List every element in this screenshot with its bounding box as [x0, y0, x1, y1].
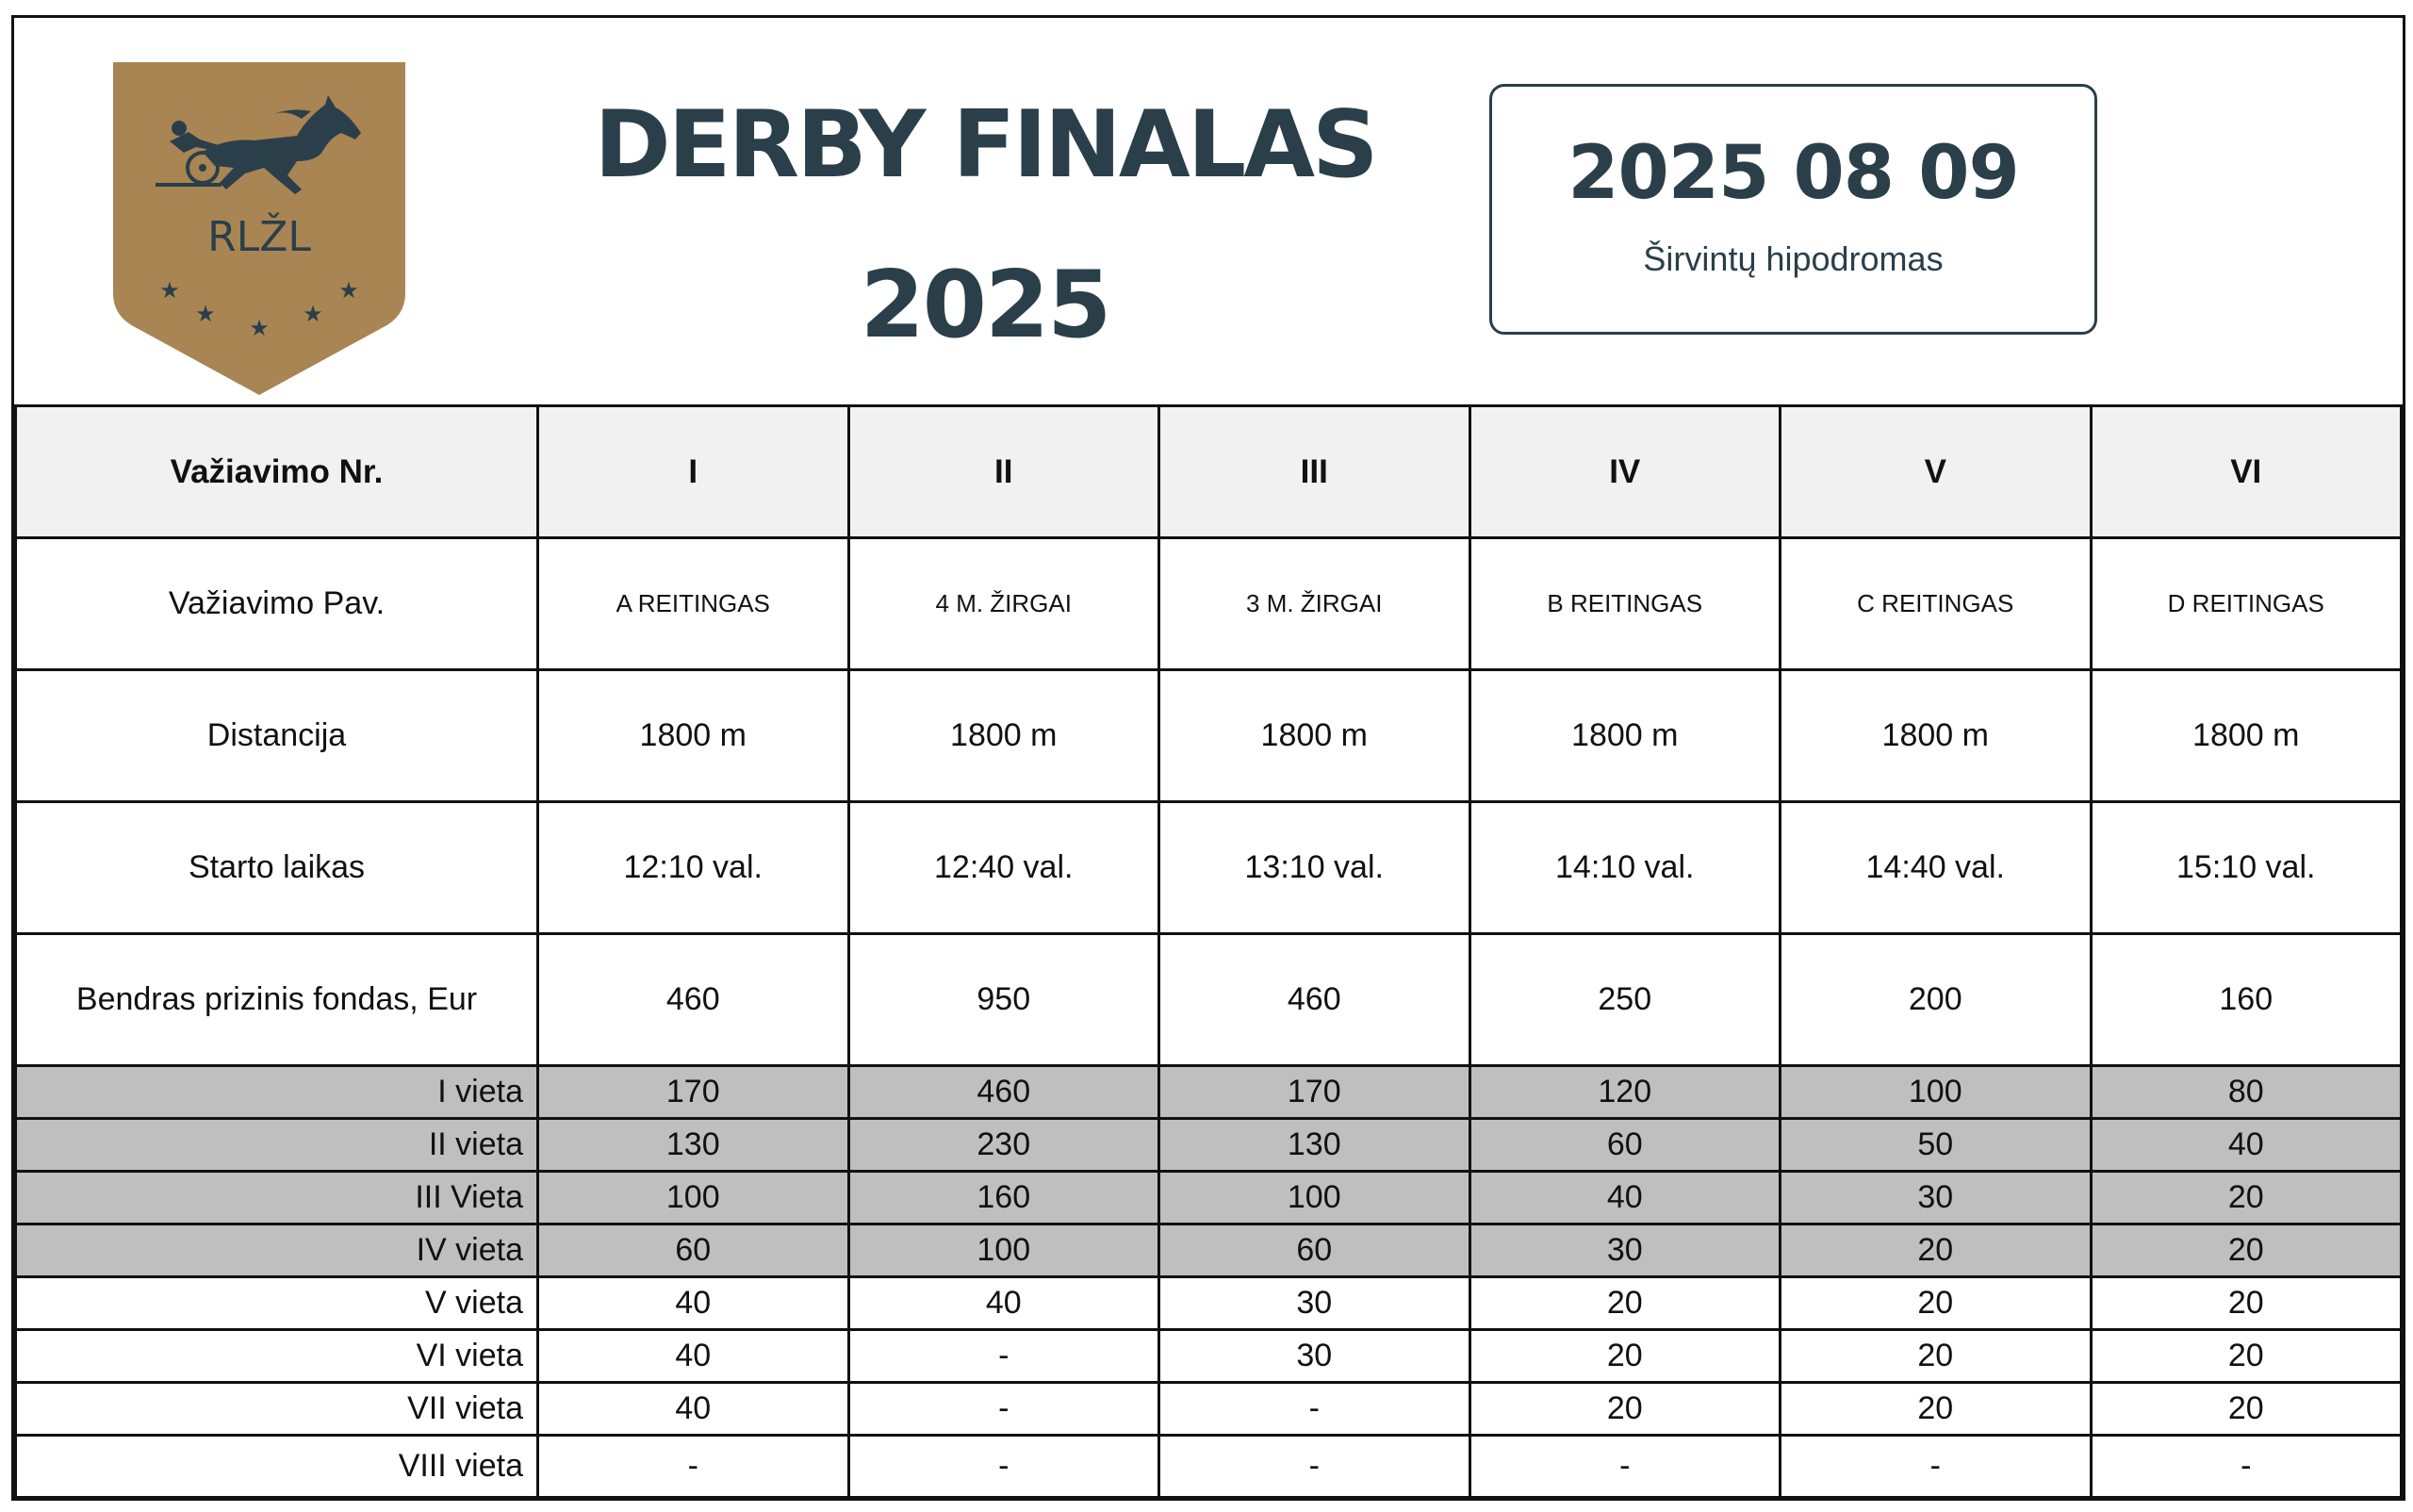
- prize-amount-cell: 100: [538, 1172, 849, 1224]
- prize-amount-cell: 130: [1159, 1119, 1470, 1172]
- prize-amount-cell: 100: [1781, 1066, 2092, 1119]
- prize-amount-cell: 80: [2091, 1066, 2402, 1119]
- prize-fund-cell: 950: [848, 934, 1159, 1066]
- prize-amount-cell: 60: [538, 1224, 849, 1277]
- place-row: [16, 1383, 2402, 1436]
- prize-amount-cell: 160: [848, 1172, 1159, 1224]
- start-time-cell: 14:10 val.: [1469, 802, 1781, 934]
- place-label: II vieta: [16, 1119, 538, 1172]
- prize-amount-cell: 40: [1469, 1172, 1781, 1224]
- prize-fund-cell: 200: [1781, 934, 2092, 1066]
- prize-fund-cell: 460: [1159, 934, 1470, 1066]
- prize-amount-cell: 130: [538, 1119, 849, 1172]
- prize-amount-cell: 100: [848, 1224, 1159, 1277]
- row-label: Bendras prizinis fondas, Eur: [16, 934, 538, 1066]
- race-name: B REITINGAS: [1469, 538, 1781, 670]
- place-label: VIII vieta: [16, 1436, 538, 1498]
- prize-amount-cell: 30: [1159, 1277, 1470, 1330]
- place-row: [16, 1224, 2402, 1277]
- prize-amount-cell: 60: [1159, 1224, 1470, 1277]
- svg-text:★: ★: [303, 301, 323, 327]
- race-schedule-table: [14, 404, 2403, 1499]
- prize-amount-cell: -: [848, 1436, 1159, 1498]
- prize-amount-cell: -: [538, 1436, 849, 1498]
- svg-text:★: ★: [338, 277, 359, 304]
- start-time-cell: 12:10 val.: [538, 802, 849, 934]
- rlzl-logo-badge: [113, 62, 405, 395]
- prize-amount-cell: 20: [1469, 1330, 1781, 1383]
- event-date: 2025 08 09: [1568, 131, 2019, 216]
- place-label: V vieta: [16, 1277, 538, 1330]
- prize-amount-cell: 50: [1781, 1119, 2092, 1172]
- place-label: VI vieta: [16, 1330, 538, 1383]
- start-time-row: [16, 802, 2402, 934]
- start-time-cell: 14:40 val.: [1781, 802, 2092, 934]
- prize-fund-cell: 250: [1469, 934, 1781, 1066]
- race-number: V: [1781, 406, 2092, 538]
- prize-amount-cell: 20: [2091, 1224, 2402, 1277]
- header: [14, 18, 2403, 407]
- prize-amount-cell: 100: [1159, 1172, 1470, 1224]
- place-label: I vieta: [16, 1066, 538, 1119]
- race-name: A REITINGAS: [538, 538, 849, 670]
- prize-amount-cell: 30: [1159, 1330, 1470, 1383]
- prize-amount-cell: 20: [1781, 1383, 2092, 1436]
- prize-amount-cell: 20: [1781, 1330, 2092, 1383]
- start-time-cell: 13:10 val.: [1159, 802, 1470, 934]
- prize-amount-cell: 40: [538, 1383, 849, 1436]
- prize-amount-cell: 40: [848, 1277, 1159, 1330]
- prize-amount-cell: 60: [1469, 1119, 1781, 1172]
- distance-cell: 1800 m: [2091, 670, 2402, 802]
- prize-amount-cell: 20: [2091, 1330, 2402, 1383]
- prize-amount-cell: 460: [848, 1066, 1159, 1119]
- place-row: [16, 1436, 2402, 1498]
- place-label: IV vieta: [16, 1224, 538, 1277]
- start-time-cell: 15:10 val.: [2091, 802, 2402, 934]
- prize-amount-cell: 20: [1781, 1277, 2092, 1330]
- prize-amount-cell: 30: [1781, 1172, 2092, 1224]
- prize-amount-cell: 40: [2091, 1119, 2402, 1172]
- row-label: Distancija: [16, 670, 538, 802]
- race-number: III: [1159, 406, 1470, 538]
- page-title: DERBY FINALAS: [594, 91, 1376, 199]
- place-row: [16, 1119, 2402, 1172]
- prize-amount-cell: 20: [2091, 1277, 2402, 1330]
- page-title-year: 2025: [860, 252, 1110, 359]
- prize-amount-cell: 20: [1469, 1383, 1781, 1436]
- date-box: [1489, 84, 2097, 335]
- distance-cell: 1800 m: [538, 670, 849, 802]
- row-label: Važiavimo Pav.: [16, 538, 538, 670]
- prize-amount-cell: -: [1159, 1383, 1470, 1436]
- place-row: [16, 1172, 2402, 1224]
- prize-amount-cell: -: [1159, 1436, 1470, 1498]
- prize-amount-cell: 30: [1469, 1224, 1781, 1277]
- prize-amount-cell: 170: [538, 1066, 849, 1119]
- prize-amount-cell: -: [1781, 1436, 2092, 1498]
- prize-amount-cell: 40: [538, 1277, 849, 1330]
- prize-amount-cell: -: [848, 1383, 1159, 1436]
- distance-row: [16, 670, 2402, 802]
- place-row: [16, 1330, 2402, 1383]
- prize-amount-cell: -: [848, 1330, 1159, 1383]
- race-name: D REITINGAS: [2091, 538, 2402, 670]
- svg-text:★: ★: [249, 315, 270, 341]
- prize-fund-cell: 460: [538, 934, 849, 1066]
- distance-cell: 1800 m: [1159, 670, 1470, 802]
- prize-amount-cell: -: [2091, 1436, 2402, 1498]
- prize-amount-cell: 40: [538, 1330, 849, 1383]
- prize-amount-cell: -: [1469, 1436, 1781, 1498]
- race-name: C REITINGAS: [1781, 538, 2092, 670]
- race-name-row: [16, 538, 2402, 670]
- place-row: [16, 1066, 2402, 1119]
- document-frame: [11, 15, 2405, 1501]
- race-number: II: [848, 406, 1159, 538]
- logo-text: RLŽL: [207, 213, 311, 261]
- distance-cell: 1800 m: [1781, 670, 2092, 802]
- distance-cell: 1800 m: [1469, 670, 1781, 802]
- race-number: IV: [1469, 406, 1781, 538]
- race-name: 3 M. ŽIRGAI: [1159, 538, 1470, 670]
- prize-amount-cell: 170: [1159, 1066, 1470, 1119]
- distance-cell: 1800 m: [848, 670, 1159, 802]
- place-row: [16, 1277, 2402, 1330]
- start-time-cell: 12:40 val.: [848, 802, 1159, 934]
- event-venue: Širvintų hipodromas: [1643, 239, 1944, 278]
- prize-fund-cell: 160: [2091, 934, 2402, 1066]
- race-name: 4 M. ŽIRGAI: [848, 538, 1159, 670]
- race-number: VI: [2091, 406, 2402, 538]
- race-number-row: [16, 406, 2402, 538]
- prize-amount-cell: 20: [2091, 1172, 2402, 1224]
- prize-amount-cell: 20: [2091, 1383, 2402, 1436]
- row-label: Važiavimo Nr.: [16, 406, 538, 538]
- race-number: I: [538, 406, 849, 538]
- prize-amount-cell: 20: [1469, 1277, 1781, 1330]
- row-label: Starto laikas: [16, 802, 538, 934]
- place-label: III Vieta: [16, 1172, 538, 1224]
- prize-amount-cell: 230: [848, 1119, 1159, 1172]
- prize-amount-cell: 20: [1781, 1224, 2092, 1277]
- place-label: VII vieta: [16, 1383, 538, 1436]
- svg-text:★: ★: [159, 277, 180, 304]
- prize-amount-cell: 120: [1469, 1066, 1781, 1119]
- prize-fund-row: [16, 934, 2402, 1066]
- svg-text:★: ★: [195, 301, 216, 327]
